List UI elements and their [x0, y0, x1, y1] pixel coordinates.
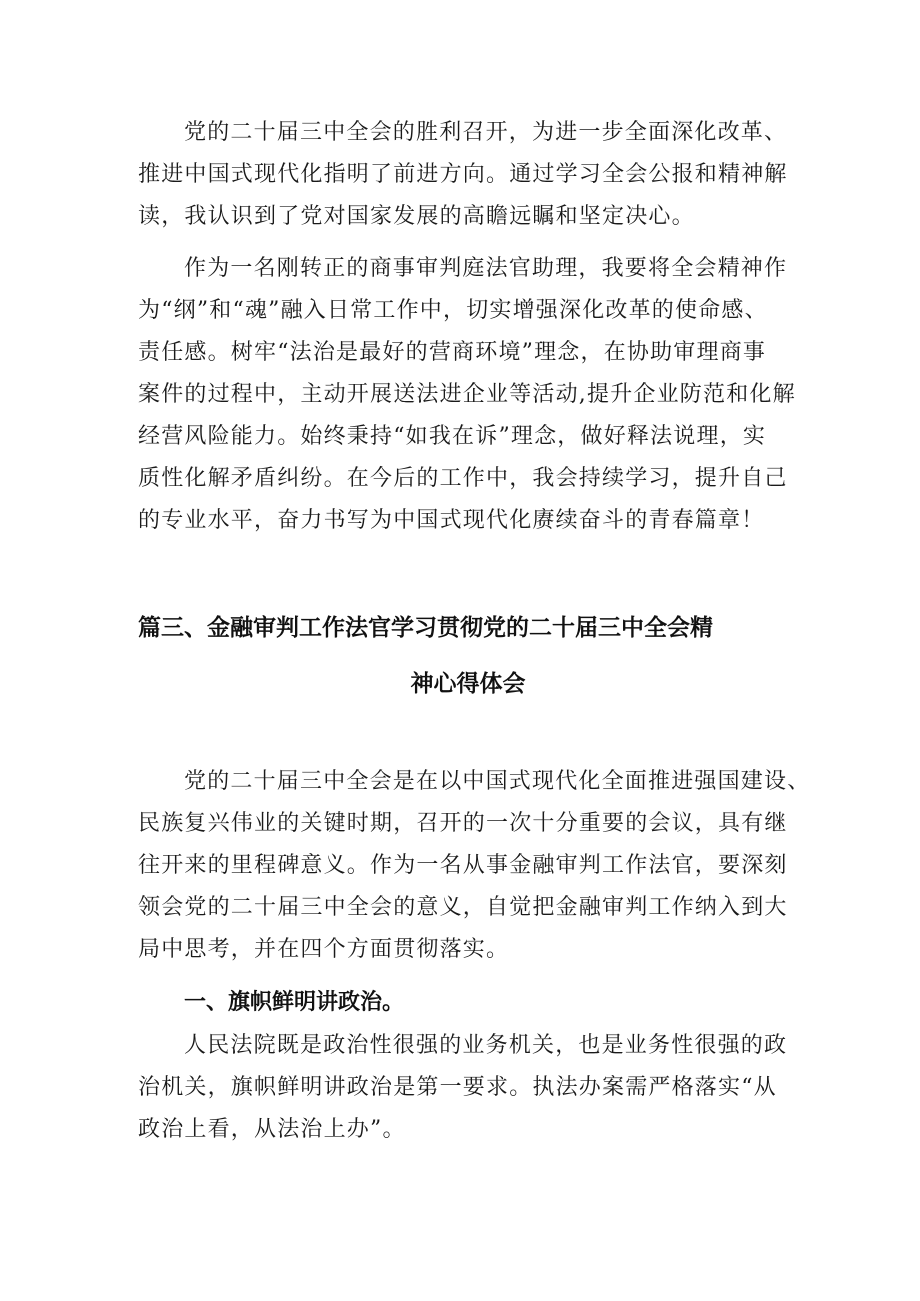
text-line: 作为一名刚转正的商事审判庭法官助理，我要将全会精神作	[184, 256, 788, 281]
text-line: 质性化解矛盾纠纷。在今后的工作中，我会持续学习，提升自己	[138, 466, 788, 491]
section-heading-line-1: 篇三、金融审判工作法官学习贯彻党的二十届三中全会精	[138, 615, 713, 641]
section-heading-line-2: 神心得体会	[410, 671, 526, 697]
subheading-politics: 一、旗帜鲜明讲政治。	[184, 990, 405, 1015]
paragraph-politics-body	[138, 1025, 798, 1151]
paragraph-section-intro	[138, 761, 811, 971]
text-line: 政治上看，从法治上办”。	[138, 1117, 406, 1142]
text-line: 读，我认识到了党对国家发展的高瞻远瞩和坚定决心。	[138, 204, 695, 229]
section-heading	[138, 600, 798, 712]
text-line: 治机关，旗帜鲜明讲政治是第一要求。执法办案需严格落实“从	[138, 1075, 777, 1100]
paragraph-judge-assistant-commitment	[138, 248, 798, 542]
paragraph-conference-significance	[138, 112, 798, 238]
text-line: 党的二十届三中全会是在以中国式现代化全面推进强国建设、	[184, 769, 811, 794]
text-line: 党的二十届三中全会的胜利召开，为进一步全面深化改革、	[184, 120, 788, 145]
text-line: 局中思考，并在四个方面贯彻落实。	[138, 937, 510, 962]
text-line: 经营风险能力。始终秉持“如我在诉”理念，做好释法说理，实	[138, 424, 767, 449]
text-line: 的专业水平，奋力书写为中国式现代化赓续奋斗的青春篇章！	[138, 508, 765, 533]
text-line: 为“纲”和“魂”融入日常工作中，切实增强深化改革的使命感、	[138, 298, 768, 323]
text-line: 往开来的里程碑意义。作为一名从事金融审判工作法官，要深刻	[138, 853, 788, 878]
text-line: 案件的过程中，主动开展送法进企业等活动,提升企业防范和化解	[138, 382, 796, 407]
text-line: 人民法院既是政治性很强的业务机关，也是业务性很强的政	[184, 1033, 788, 1058]
text-line: 民族复兴伟业的关键时期，召开的一次十分重要的会议，具有继	[138, 811, 788, 836]
text-line: 推进中国式现代化指明了前进方向。通过学习全会公报和精神解	[138, 162, 788, 187]
text-line: 领会党的二十届三中全会的意义，自觉把金融审判工作纳入到大	[138, 895, 788, 920]
text-line: 责任感。树牢“法治是最好的营商环境”理念，在协助审理商事	[138, 340, 767, 365]
